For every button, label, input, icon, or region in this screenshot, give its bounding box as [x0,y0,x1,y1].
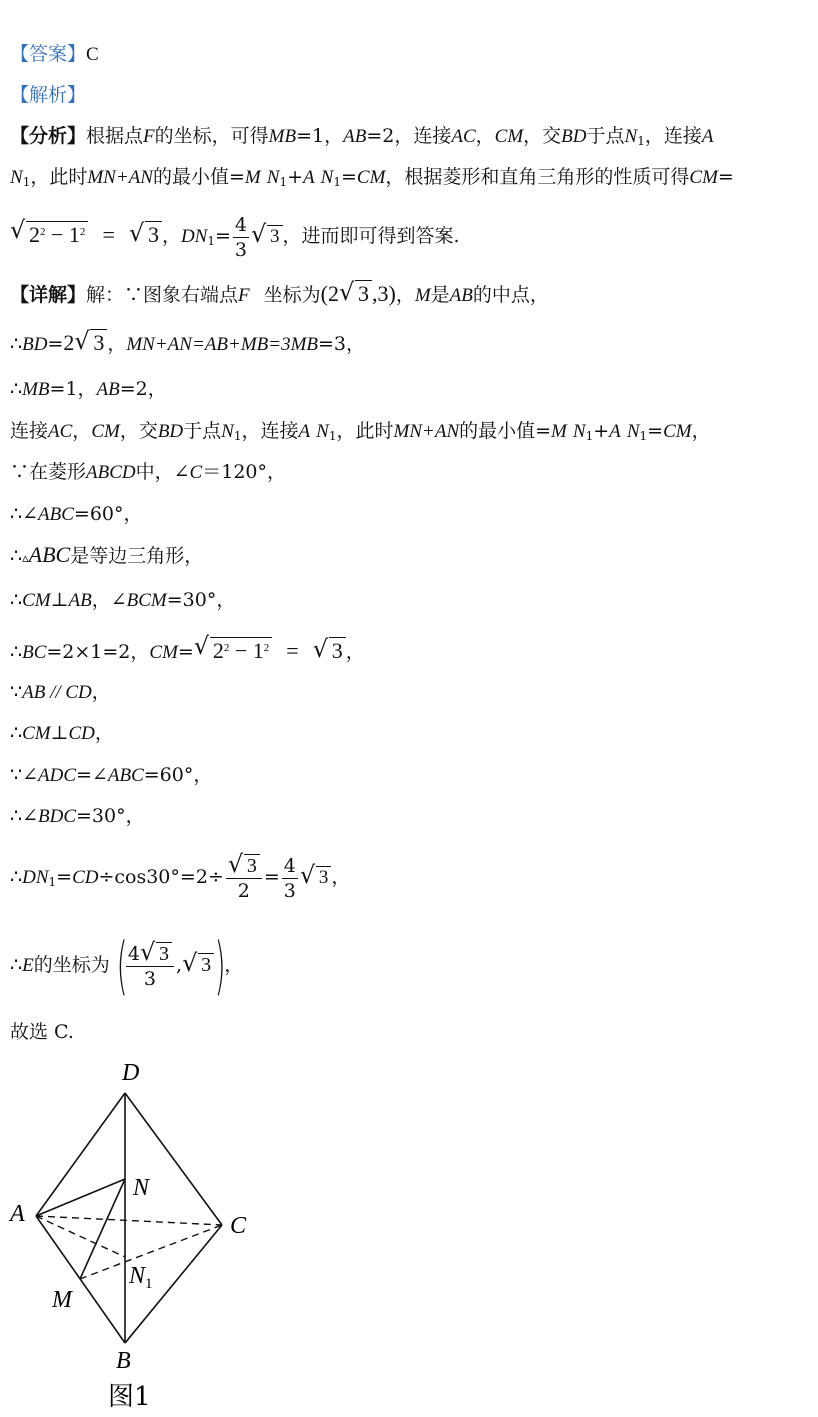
text: =30°， [76,805,145,827]
text: =60°， [143,764,213,786]
text: ， [91,681,111,703]
answer-line [10,42,99,67]
text: 的中点， [472,284,549,306]
coord-close: ,3) [371,281,396,306]
sqrt-3 [251,212,283,261]
step-3 [10,419,711,448]
var-AB: AB [68,590,92,611]
text: =1， [296,125,344,147]
xiangjie-label: 【详解】 [10,284,87,306]
text: 的最小值= [459,420,552,442]
var-AC: AC [48,421,73,442]
base: 2 [29,222,40,247]
subscript: 1 [639,429,648,443]
var-A: A [298,421,311,442]
sqrt-3 [182,930,214,1000]
var-MB: MB [268,126,297,147]
var-M: M [244,167,261,188]
var-N: N [572,421,586,442]
equals: = [177,641,194,663]
equals: = [286,638,299,663]
equals: = [263,866,280,888]
analysis-label: 【解析】 [10,84,87,106]
equals: = [340,166,357,188]
text: ，此时 [30,166,88,188]
minus-one: − 1 [45,222,80,247]
base: 2 [212,638,224,663]
text: 的最小值= [152,166,245,188]
step-13 [10,845,350,914]
text: =30°， [166,589,236,611]
exponent: 2 [79,226,86,238]
step-6 [10,543,203,571]
text: ， [475,125,495,147]
var-CM: CM [689,167,718,188]
var-N: N [266,167,280,188]
label-N1 [128,1263,153,1292]
conclusion: 故选 C. [10,1021,74,1043]
text: =60°， [73,503,143,525]
dashed-AC [36,1216,222,1225]
step-1 [10,331,365,357]
var-BC: BC [22,642,47,663]
label-N: N [133,1175,150,1201]
denominator: 3 [283,879,296,902]
var-CD: CD [72,867,99,888]
numerator: 4 [283,854,296,877]
radicand: 3 [198,953,214,976]
therefore: ∴ [10,954,23,976]
text: ，交 [119,420,158,442]
parallel: // [45,682,66,703]
text: ，交 [523,125,562,147]
equals: = [47,333,64,355]
var-CM: CM [149,642,178,663]
xiangjie-line [10,282,549,308]
text: ， [345,641,365,663]
var-N: N [10,167,23,188]
text: ，连接 [644,125,702,147]
text: 连接 [10,420,49,442]
comma: , [176,954,183,976]
fraction-4sqrt3-over-3 [126,942,174,991]
var-BD: BD [561,126,587,147]
subscript: 1 [279,175,288,189]
step-7 [10,588,235,613]
var-A: A [609,421,621,442]
step-12 [10,804,145,829]
var-M: M [414,285,431,306]
text: =2，连接 [366,125,452,147]
sqrt-3 [129,211,162,260]
subscript: 1 [637,134,645,148]
text: ，∠ [91,589,127,611]
therefore: ∴ [10,722,23,744]
plus: + [287,166,303,188]
radicand: 3 [90,329,107,355]
var-AB: AB [449,285,473,306]
fraction-sqrt3-over-2 [226,854,262,903]
numerator: 4 [234,213,248,236]
therefore: ∴ [10,378,23,400]
var-AB: AB [96,379,120,400]
equals: = [102,222,115,247]
var-AC: AC [451,126,476,147]
step-8 [10,624,365,677]
var-BDC: BDC [38,806,77,827]
subscript: 1 [333,175,341,189]
subscript: 1 [233,429,242,443]
label-N1-main: N [129,1263,146,1289]
coef: 4 [127,942,141,965]
var-ABC: ABC [107,765,144,786]
text: 是等边三角形， [70,545,204,567]
expr: MN+AN [87,167,153,188]
plus: + [593,420,610,442]
var-ABC: ABC [28,542,71,567]
equals: = [647,420,664,442]
equals: = [215,225,231,247]
var-A: A [303,167,315,188]
var-M: M [551,421,567,442]
coord-open: (2 [320,281,339,306]
text: =2×1=2， [46,641,150,663]
var-CM: CM [22,723,51,744]
step-11 [10,763,212,788]
edge-DC [125,1093,222,1225]
therefore: ∴ [10,589,23,611]
var-CM: CM [22,590,51,611]
var-F: F [238,285,250,306]
var-N: N [221,421,234,442]
radicand: 3 [267,225,283,247]
label-D: D [122,1060,140,1086]
right-paren: ) [214,929,226,1002]
text: 的坐标，可得 [154,125,269,147]
comma: ， [161,225,181,247]
dashed-AN1 [36,1216,125,1257]
fraction-4-3 [233,213,249,262]
fraction-4-3 [282,854,298,903]
text: 于点 [183,420,222,442]
text: =∠ [76,764,108,786]
subscript: 1 [207,234,215,248]
text: ∵在菱形 [10,461,87,483]
text: ，此时 [336,420,394,442]
text: ，根据菱形和直角三角形的性质可得 [385,166,690,188]
exponent: 2 [40,226,46,238]
coef: 2 [63,330,75,355]
text: =3， [318,333,366,355]
because: ∵∠ [10,764,39,786]
text: ， [691,420,711,442]
therefore: ∴ [10,866,23,888]
text: 是 [430,284,450,306]
var-ABCD: ABCD [86,462,136,483]
therefore: ∴∠ [10,503,39,525]
therefore: ∴ [10,333,23,355]
var-E: E [22,955,34,976]
text: ，进而即可得到答案. [282,225,460,247]
text: 中，∠ [135,461,190,483]
text: 坐标为 [263,284,321,306]
fenxi-line-2 [10,165,734,194]
var-ADC: ADC [38,765,77,786]
minus-one: − 1 [229,638,264,663]
text: 解：∵图象右端点 [86,284,239,306]
text: 的坐标为 [33,954,110,976]
fenxi-line-3 [10,208,460,265]
answer-label: 【答案】 [10,43,87,65]
therefore: ∴ [10,641,23,663]
var-A: A [701,126,714,147]
sqrt-expression [194,624,272,676]
step-2 [10,377,167,402]
comma: ， [107,333,127,355]
label-M: M [52,1287,72,1313]
step-14 [10,930,243,1001]
step-9 [10,680,111,705]
rhombus-figure [0,1055,300,1417]
var-N: N [320,167,334,188]
answer-value: C [86,44,99,65]
step-4 [10,460,286,485]
step-5 [10,502,143,527]
var-AB: AB [343,126,367,147]
label-A: A [10,1201,25,1227]
sqrt-3 [300,845,332,910]
text: ， [72,420,92,442]
var-CM: CM [356,167,386,188]
text: 于点 [586,125,625,147]
sqrt-3 [313,627,346,676]
perp: ⊥ [50,589,69,611]
expr: MN+AN [393,421,460,442]
subscript: 1 [22,175,31,189]
label-N1-sub: 1 [145,1276,153,1292]
text: = [717,166,734,188]
var-BD: BD [157,421,184,442]
therefore: ∴∠ [10,805,39,827]
radicand: 3 [244,854,260,877]
var-BCM: BCM [126,590,167,611]
denominator: 3 [234,238,248,261]
text: ， [395,284,415,306]
text: =2， [119,378,167,400]
sqrt-3 [339,282,372,307]
radicand: 3 [329,637,346,663]
because: ∵ [10,681,23,703]
equals: = [56,866,73,888]
expr: MN+AN=AB+MB=3MB [126,334,319,355]
denominator: 2 [237,879,250,902]
var-C: C [189,462,203,483]
radicand: 3 [316,866,332,888]
var-BD: BD [22,334,48,355]
var-N: N [626,421,640,442]
figure-caption: 图1 [108,1382,151,1412]
var-AB: AB [22,682,46,703]
denominator: 3 [143,967,157,990]
var-ABC: ABC [38,504,74,525]
subscript: 1 [48,875,57,889]
fenxi-label: 【分析】 [10,125,87,147]
step-10 [10,721,114,746]
text: ， [224,954,244,976]
fenxi-line-1 [10,124,713,153]
exponent: 2 [223,642,230,654]
var-CD: CD [68,723,95,744]
subscript: 1 [585,429,594,443]
radicand: 3 [355,280,372,306]
var-F: F [143,126,155,147]
exponent: 2 [263,642,270,654]
var-DN: DN [22,867,49,888]
label-C: C [230,1213,247,1239]
label-B: B [116,1348,131,1374]
text: ÷cos30°=2÷ [98,866,224,888]
var-N: N [316,421,329,442]
radicand: 3 [145,221,162,247]
left-paren: ( [116,929,128,1002]
triangle-icon: ▵ [22,551,29,566]
text: 根据点 [86,125,144,147]
var-CM: CM [494,126,524,147]
therefore: ∴ [10,545,23,567]
text: ，连接 [241,420,299,442]
var-CM: CM [663,421,692,442]
radicand: 3 [156,942,172,965]
step-15 [10,1020,74,1044]
var-CD: CD [65,682,92,703]
text: =1， [49,378,97,400]
var-DN: DN [180,226,208,247]
text: ， [331,866,351,888]
text: ＝120°， [202,461,286,483]
var-MB: MB [22,379,50,400]
var-N: N [624,126,638,147]
perp: ⊥ [50,722,69,744]
var-CM: CM [91,421,120,442]
analysis-heading [10,83,86,107]
subscript: 1 [328,429,337,443]
sqrt-3 [74,331,107,356]
text: ， [94,722,114,744]
sqrt-expression [10,208,88,260]
